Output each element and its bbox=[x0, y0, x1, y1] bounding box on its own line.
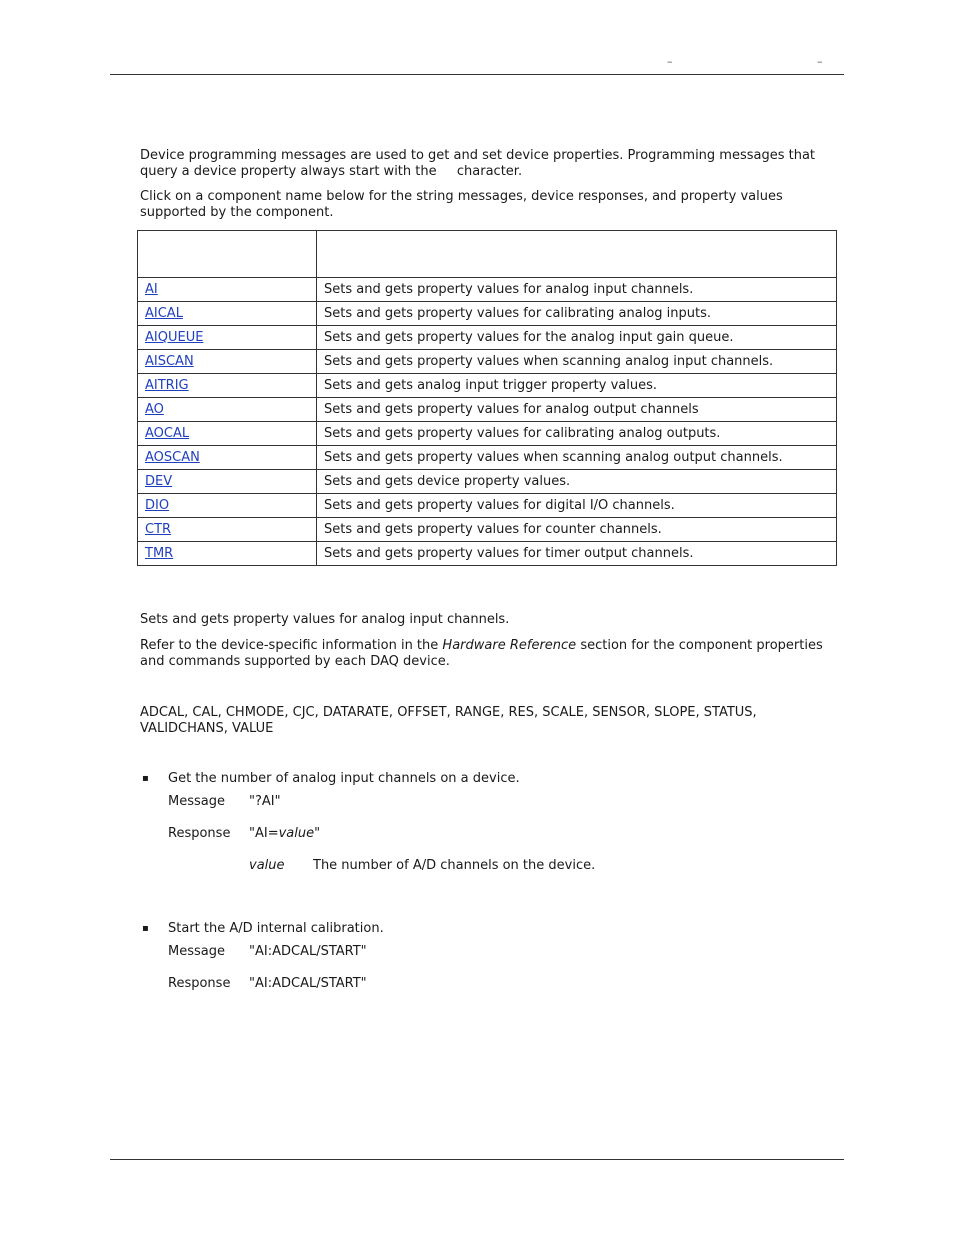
component-link-tmr[interactable]: TMR bbox=[145, 546, 174, 561]
response-suffix: " bbox=[314, 826, 321, 841]
table-row bbox=[138, 350, 837, 374]
table-row bbox=[138, 374, 837, 398]
component-link-aitrig[interactable]: AITRIG bbox=[145, 378, 189, 393]
table-row bbox=[138, 470, 837, 494]
table-row bbox=[138, 494, 837, 518]
ai-summary: Sets and gets property values for analog input channels. bbox=[140, 612, 510, 627]
table-header-row bbox=[138, 231, 837, 278]
component-description: Sets and gets property values when scanning analog input channels. bbox=[317, 350, 837, 374]
example-1-response-label: Response bbox=[168, 826, 231, 841]
component-name-cell bbox=[138, 350, 317, 374]
component-description: Sets and gets property values for timer output channels. bbox=[317, 542, 837, 566]
component-description: Sets and gets property values for digital I/O channels. bbox=[317, 494, 837, 518]
table-header-cell-description bbox=[317, 231, 837, 278]
component-table-body bbox=[138, 278, 837, 566]
intro-paragraph-2: Click on a component name below for the string messages, device responses, and property values supported by the component. bbox=[140, 189, 783, 220]
table-row bbox=[138, 302, 837, 326]
hardware-reference-text: Hardware Reference bbox=[442, 638, 577, 653]
example-2-message: "AI:ADCAL/START" bbox=[249, 944, 367, 959]
bullet-icon: ▪ bbox=[142, 773, 149, 784]
component-name-cell bbox=[138, 542, 317, 566]
component-name-cell bbox=[138, 278, 317, 302]
example-1-param-desc: The number of A/D channels on the device. bbox=[313, 858, 596, 873]
component-link-dio[interactable]: DIO bbox=[145, 498, 170, 513]
header-rule bbox=[110, 74, 844, 75]
ai-refer-text-1: Refer to the device-specific information in the bbox=[140, 638, 439, 653]
ai-properties-list: ADCAL, CAL, CHMODE, CJC, DATARATE, OFFSET, RANGE, RES, SCALE, SENSOR, SLOPE, STATUS, VALIDCHANS, VALUE bbox=[140, 705, 757, 736]
table-header-cell-component bbox=[138, 231, 317, 278]
component-description: Sets and gets property values for calibrating analog inputs. bbox=[317, 302, 837, 326]
component-link-aoscan[interactable]: AOSCAN bbox=[145, 450, 200, 465]
component-description: Sets and gets analog input trigger property values. bbox=[317, 374, 837, 398]
example-1-message-label: Message bbox=[168, 794, 225, 809]
component-description: Sets and gets property values for calibrating analog outputs. bbox=[317, 422, 837, 446]
component-description: Sets and gets device property values. bbox=[317, 470, 837, 494]
component-name-cell bbox=[138, 470, 317, 494]
header-mark-2: – bbox=[817, 55, 823, 68]
table-row bbox=[138, 422, 837, 446]
component-link-ctr[interactable]: CTR bbox=[145, 522, 172, 537]
intro-text-1a: Device programming messages are used to get and set device properties. Programming messages that query a device property always start with the bbox=[140, 148, 816, 179]
example-2-message-label: Message bbox=[168, 944, 225, 959]
component-link-aiscan[interactable]: AISCAN bbox=[145, 354, 194, 369]
table-row bbox=[138, 446, 837, 470]
component-name-cell bbox=[138, 446, 317, 470]
intro-paragraph-1 bbox=[140, 148, 840, 180]
component-name-cell bbox=[138, 302, 317, 326]
component-table bbox=[137, 230, 837, 566]
table-row bbox=[138, 542, 837, 566]
example-1-response bbox=[249, 826, 320, 841]
response-italic: value bbox=[278, 826, 315, 841]
ai-refer-paragraph bbox=[140, 638, 840, 670]
intro-text-1b: character. bbox=[456, 164, 523, 179]
component-link-ao[interactable]: AO bbox=[145, 402, 164, 417]
table-row bbox=[138, 518, 837, 542]
table-row bbox=[138, 326, 837, 350]
component-name-cell bbox=[138, 326, 317, 350]
header-mark-1: – bbox=[667, 55, 673, 68]
component-name-cell bbox=[138, 398, 317, 422]
component-description: Sets and gets property values for the analog input gain queue. bbox=[317, 326, 837, 350]
table-row bbox=[138, 398, 837, 422]
ai-refer-text-2: section for the component properties and commands supported by each DAQ device. bbox=[140, 638, 823, 669]
example-2-response: "AI:ADCAL/START" bbox=[249, 976, 367, 991]
component-description: Sets and gets property values for analog output channels bbox=[317, 398, 837, 422]
example-2-response-label: Response bbox=[168, 976, 231, 991]
example-1-param-name: value bbox=[249, 858, 285, 873]
component-link-aiqueue[interactable]: AIQUEUE bbox=[145, 330, 204, 345]
component-name-cell bbox=[138, 374, 317, 398]
component-description: Sets and gets property values when scanning analog output channels. bbox=[317, 446, 837, 470]
bullet-icon: ▪ bbox=[142, 923, 149, 934]
component-link-dev[interactable]: DEV bbox=[145, 474, 173, 489]
component-name-cell bbox=[138, 494, 317, 518]
component-link-aocal[interactable]: AOCAL bbox=[145, 426, 190, 441]
component-link-ai[interactable]: AI bbox=[145, 282, 158, 297]
component-description: Sets and gets property values for analog input channels. bbox=[317, 278, 837, 302]
footer-rule bbox=[110, 1159, 844, 1160]
component-description: Sets and gets property values for counter channels. bbox=[317, 518, 837, 542]
component-link-aical[interactable]: AICAL bbox=[145, 306, 183, 321]
example-1-description: Get the number of analog input channels on a device. bbox=[168, 771, 520, 786]
component-name-cell bbox=[138, 518, 317, 542]
component-name-cell bbox=[138, 422, 317, 446]
example-2-description: Start the A/D internal calibration. bbox=[168, 921, 384, 936]
table-row bbox=[138, 278, 837, 302]
example-1-message: "?AI" bbox=[249, 794, 281, 809]
response-prefix: "AI= bbox=[249, 826, 279, 841]
